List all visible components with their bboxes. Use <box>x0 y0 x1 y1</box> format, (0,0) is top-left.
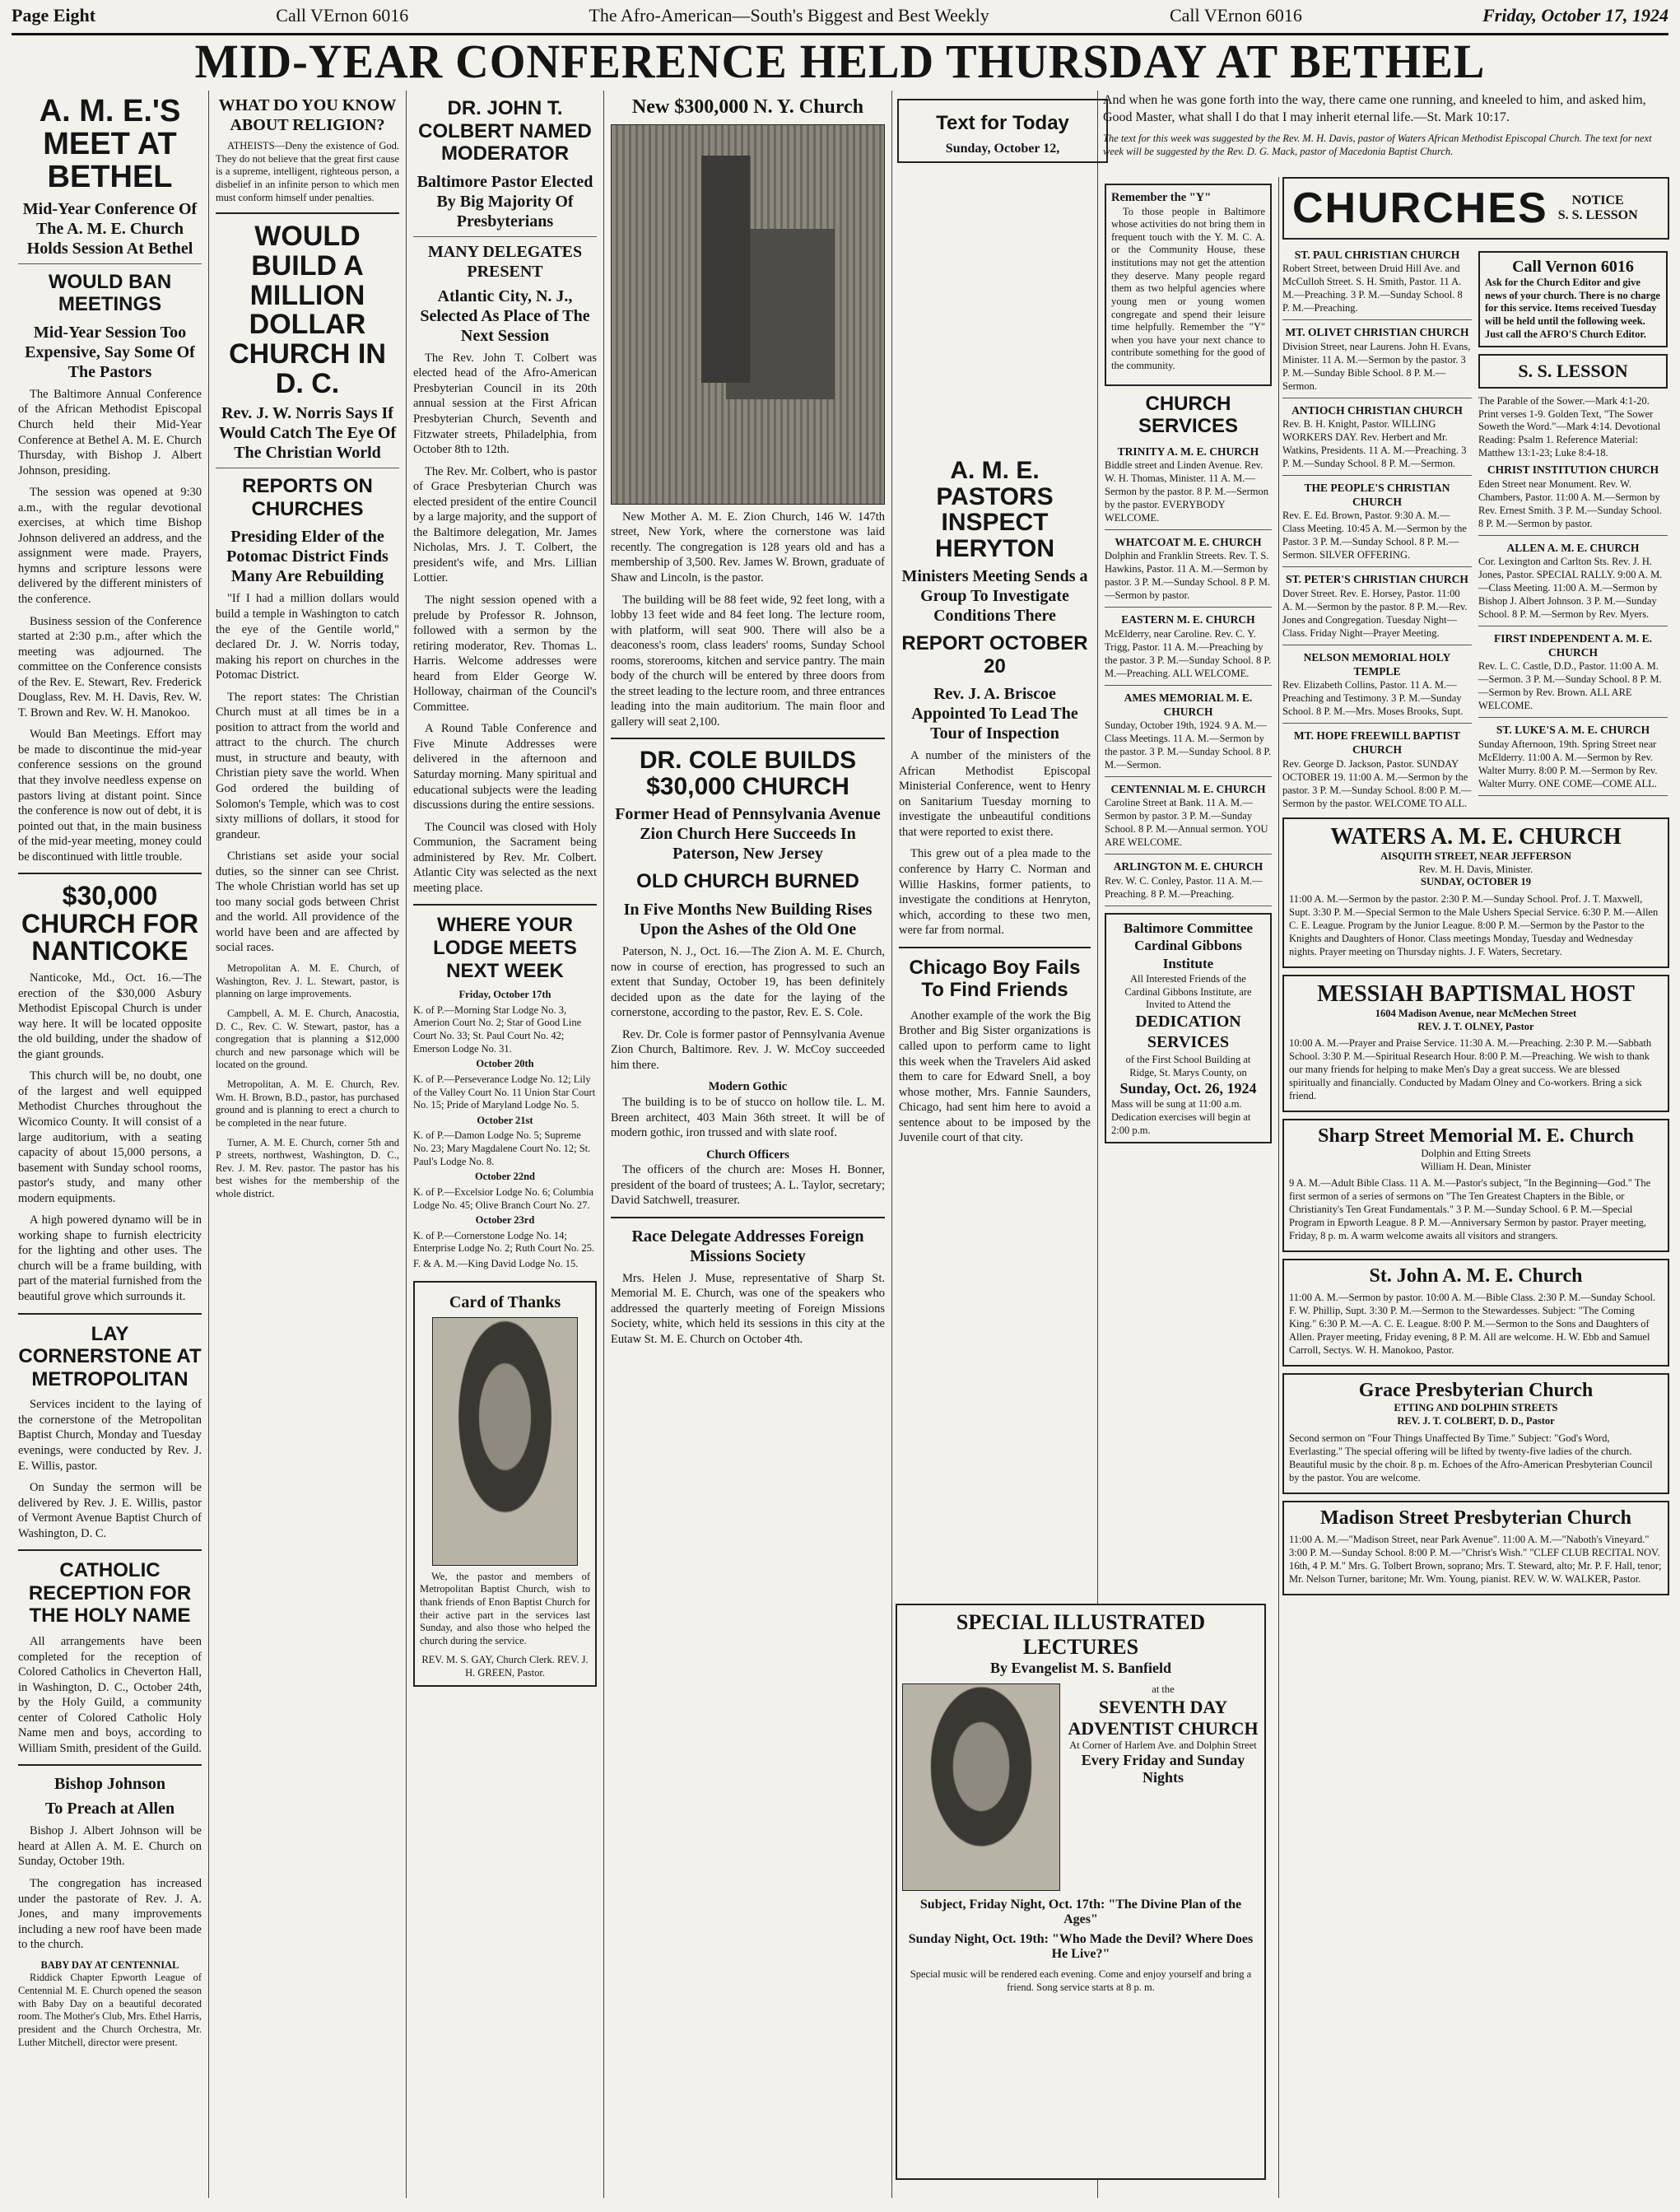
phone-left: Call VErnon 6016 <box>276 5 409 26</box>
article-paragraph: The Baltimore Annual Conference of the African Methodist Episcopal Church held their Mid-Year Conference at Bethel A. M. E. Church Thursday, with Bishop J. Albert Johnson, presiding. <box>18 387 202 477</box>
church-listing <box>1282 572 1472 639</box>
article-paragraph: Paterson, N. J., Oct. 16.—The Zion A. M. E. Church, now in course of erection, has progressed to such an extent that Sunday, October 19, has been definitely decided upon as the date for the laying of the cornerstone, according to the pastor, Rev. E. S. Cole. <box>611 945 885 1020</box>
messiah-sub: 1604 Madison Avenue, near McMechen Street <box>1375 1007 1577 1019</box>
article-paragraph: The night session opened with a prelude by Professor R. Johnson, followed with a sermon by the retiring moderator, Rev. Thomas L. Harris. Welcome addresses were heard from Elder George W. Holloway, chairman of the Council's Committee. <box>413 593 597 714</box>
lectures-at: at the <box>1152 1683 1175 1695</box>
church-listing <box>1105 859 1272 900</box>
church-listing <box>1478 723 1668 789</box>
ny-church-headline: New $300,000 N. Y. Church <box>631 96 864 118</box>
ame-deck: Mid-Year Conference Of The A. M. E. Church Holds Session At Bethel <box>22 199 198 258</box>
madison-box <box>1282 1501 1669 1595</box>
waters-date: SUNDAY, OCTOBER 19 <box>1421 876 1531 888</box>
lodge-line: K. of P.—Excelsior Lodge No. 6; Columbia Lodge No. 45; Olive Branch Court No. 27. <box>413 1185 594 1211</box>
column-1 <box>12 91 209 2198</box>
lectures-location: At Corner of Harlem Ave. and Dolphin Street <box>1069 1739 1257 1751</box>
waters-box <box>1282 817 1669 968</box>
lodge-line: K. of P.—Morning Star Lodge No. 3, Amerion Court No. 2; Star of Good Line Court No. 33; St. Paul Court No. 42; Emerson Lodge No. 31. <box>413 1004 582 1055</box>
waters-body: 11:00 A. M.—Sermon by the pastor. 2:30 P. M.—Sunday School. Prof. J. T. Maxwell, Supt. 3:30 P. M.—Special Sermon to the Male Ushers Special Service. 6:30 P. M.—Allen C. E. League. Program by the Junior League. 8:00 P. M.—Sermon by the Pastor to the Knights and Daughters of Honor. Class meetings Monday, Tuesday and Wednesday nights. Prayer meeting on Thursday nights. J. F. Waters, Secretary. <box>1289 892 1659 957</box>
church-listing-title: WHATCOAT M. E. CHURCH <box>1115 536 1262 549</box>
lectures-by: By Evangelist M. S. Banfield <box>989 1660 1172 1676</box>
church-listing <box>1105 612 1272 679</box>
sharp-body: 9 A. M.—Adult Bible Class. 11 A. M.—Pastor's subject, "In the Beginning—God." The first sermon of a series of sermons on "The Ten Greatest Chapters in the Bible, or Christianity's Ten Great Fundamentals." 3 P. M.—Sunday School. 6 P. M.—Special Program in Epworth League. 8 P. M.—Anniversary Sermon by pastor. Prayer meeting, Friday, 8 p. m. A warm welcome awaits all visitors and strangers. <box>1289 1177 1651 1242</box>
church-listing-title: ARLINGTON M. E. CHURCH <box>1113 860 1263 873</box>
reports-headline: REPORTS ON CHURCHES <box>242 475 373 520</box>
church-listing-title: CHRIST INSTITUTION CHURCH <box>1487 463 1659 477</box>
churches-notice: NOTICE <box>1571 193 1624 207</box>
burned-headline: OLD CHURCH BURNED <box>636 870 859 893</box>
church-listing-title: FIRST INDEPENDENT A. M. E. CHURCH <box>1494 631 1652 659</box>
lectures-subject-1: Subject, Friday Night, Oct. 17th: "The Divine Plan of the Ages" <box>919 1898 1242 1926</box>
gibbons-l3: All Interested Friends of the Cardinal Gibbons Institute, are Invited to Attend the <box>1124 972 1252 1011</box>
waters-sub: AISQUITH STREET, NEAR JEFFERSON <box>1380 850 1571 862</box>
church-listing-title: ST. PETER'S CHRISTIAN CHURCH <box>1286 573 1468 586</box>
church-listing-body: Sunday, October 19th, 1924. 9 A. M.—Class Meetings. 11 A. M.—Sermon by the pastor. 3 P. M.—Sunday School. 8 P. M.—Sermon. <box>1105 719 1272 771</box>
lodge-line: K. of P.—Perseverance Lodge No. 12; Lily of the Valley Court No. 11 Union Star Court No. 15; Pride of Maryland Lodge No. 5. <box>413 1073 596 1111</box>
church-listing <box>1478 541 1668 621</box>
text-for-today-box <box>897 99 1108 163</box>
thanks-headline: Card of Thanks <box>449 1292 561 1311</box>
lodge-headline: WHERE YOUR LODGE MEETS NEXT WEEK <box>433 914 577 982</box>
thanks-signature: REV. M. S. GAY, Church Clerk. REV. J. H. GREEN, Pastor. <box>421 1654 589 1679</box>
grace-minister: REV. J. T. COLBERT, D. D., Pastor <box>1397 1415 1555 1427</box>
lectures-note: Special music will be rendered each evening. Come and enjoy yourself and bring a friend. Song service starts at 8 p. m. <box>910 1968 1252 1993</box>
call-box-body: Ask for the Church Editor and give news of your church. There is no charge for this service. Items received Tuesday will be held until the following week. Just call the AFRO'S Church Editor. <box>1485 277 1660 340</box>
church-listing-body: Dover Street. Rev. E. Horsey, Pastor. 11:00 A. M.—Sermon by the pastor. 8 P. M.—Rev. Jones and Congregation. Tuesday Night—Class. Friday Night—Prayer Meeting. <box>1282 587 1468 639</box>
lectures-nights: Every Friday and Sunday Nights <box>1081 1752 1245 1786</box>
pastors-headline: A. M. E. PASTORS INSPECT HERYTON <box>934 457 1055 562</box>
lodge-line: October 21st <box>477 1114 533 1126</box>
church-listing <box>1282 403 1472 470</box>
church-listing-body: Rev. W. C. Conley, Pastor. 11 A. M.—Preaching. 8 P. M.—Preaching. <box>1105 874 1263 900</box>
gibbons-l4: DEDICATION SERVICES <box>1135 1012 1241 1052</box>
article-paragraph: The Council was closed with Holy Communion, the Sacrament being administered by Rev. Mr. Colbert. Atlantic City was selected as the next meeting place. <box>413 820 597 895</box>
report-headline: REPORT OCTOBER 20 <box>901 632 1088 678</box>
article-paragraph: The report states: The Christian Church must at all times be in a position to attract from the world and attract to the church. The church must, in structure and beauty, with Christian piety save the world. When God ordered the building of Solomon's Temple, which was to cost sixty millions of dollars, it stood for grandeur. <box>216 690 399 841</box>
church-listing <box>1105 691 1272 772</box>
article-paragraph: A Round Table Conference and Five Minute Addresses were delivered in the afternoon and Saturday morning. Many spiritual and educational subjects were the leading discussions during the entire sessions. <box>413 722 597 813</box>
article-paragraph: This grew out of a plea made to the conference by Harry C. Norman and Willie Haskins, former patients, to investigate the conditions at Henryton, which, according to these two men, were far from normal. <box>899 847 1091 938</box>
ame-headline: A. M. E.'S MEET AT BETHEL <box>39 94 181 194</box>
million-headline: WOULD BUILD A MILLION DOLLAR CHURCH IN D. C. <box>229 221 386 399</box>
church-listing-title: THE PEOPLE'S CHRISTIAN CHURCH <box>1304 481 1450 509</box>
churches-title: CHURCHES <box>1292 184 1548 232</box>
masthead <box>12 5 1668 35</box>
sharp-box <box>1282 1119 1669 1252</box>
church-listing-body: Rev. E. Ed. Brown, Pastor. 9:30 A. M.—Class Meeting. 10:45 A. M.—Sermon by the Pastor. 3 P. M.—Sunday School. 8 P. M.—Sermon. SILVER OFFERING. <box>1282 510 1467 561</box>
lectures-church: SEVENTH DAY ADVENTIST CHURCH <box>1068 1696 1259 1739</box>
article-paragraph: The officers of the church are: Moses H. Bonner, president of the board of trustees; A. L. Taylor, secretary; David Satchwell, treasurer. <box>611 1163 885 1208</box>
church-services-title: CHURCH SERVICES <box>1138 392 1238 438</box>
church-listing-body: Robert Street, between Druid Hill Ave. and McCulloh Street. S. H. Smith, Pastor. 11 A. M.—Preaching. 3 P. M.—Sunday School. 8 P. M.—Preaching. <box>1282 263 1463 314</box>
article-paragraph: The congregation has increased under the pastorate of Rev. J. A. Jones, and many improvements including a new roof have been made to the church. <box>18 1877 202 1952</box>
lodge-line: Friday, October 17th <box>458 989 551 1001</box>
gibbons-l5: of the First School Building at Ridge, St. Marys County, on <box>1125 1054 1251 1078</box>
text-today-title: Text for Today <box>936 112 1069 134</box>
reports-deck: Presiding Elder of the Potomac District Finds Many Are Rebuilding <box>226 528 389 586</box>
grace-box <box>1282 1373 1669 1493</box>
church-listing-title: CENTENNIAL M. E. CHURCH <box>1110 783 1266 796</box>
article-paragraph: Riddick Chapter Epworth League of Centennial M. E. Church opened the season with Baby Day on a beautiful decorated room. The Mother's Club, Mrs. Ethel Harris, president and the Church Orchestra, Mr. Luther Mitchell, director were present. <box>18 1972 202 2048</box>
gibbons-box <box>1105 913 1272 1143</box>
lodge-line: K. of P.—Cornerstone Lodge No. 14; Enterprise Lodge No. 2; Ruth Court No. 25. <box>413 1229 595 1255</box>
page-number: Page Eight <box>12 5 96 26</box>
ss-lesson-box <box>1478 354 1668 389</box>
madison-title: Madison Street Presbyterian Church <box>1320 1506 1631 1529</box>
article-paragraph: The session was opened at 9:30 a.m., with the regular devotional exercises, at which time Bishop Johnson delivered an address, and the assignment were made. Prayers, hymns and scripture lessons were delivered by the different ministers of the conference. <box>18 486 202 606</box>
church-listing-title: ST. LUKE'S A. M. E. CHURCH <box>1496 724 1650 737</box>
churches-lesson: S. S. LESSON <box>1557 208 1638 222</box>
church-listing-title: MT. HOPE FREEWILL BAPTIST CHURCH <box>1293 729 1461 757</box>
phone-right: Call VErnon 6016 <box>1169 5 1302 26</box>
issue-date: Friday, October 17, 1924 <box>1482 5 1668 26</box>
article-paragraph: "If I had a million dollars would build a temple in Washington to catch the eye of the Gentile world," declared Dr. J. W. Norris today, making his report on churches in the Potomac District. <box>216 592 399 682</box>
grace-sub: ETTING AND DOLPHIN STREETS <box>1394 1402 1558 1414</box>
article-paragraph: Services incident to the laying of the cornerstone of the Metropolitan Baptist Church, Monday and Tuesday evenings, were conducted by Rev. J. E. Willis, pastor. <box>18 1398 202 1473</box>
religion-headline: WHAT DO YOU KNOW ABOUT RELIGION? <box>218 96 397 134</box>
church-listing <box>1478 631 1668 713</box>
delegates-headline: MANY DELEGATES PRESENT <box>427 242 583 281</box>
lodge-line: October 23rd <box>475 1214 535 1227</box>
column-3 <box>407 91 604 2198</box>
sharp-title: Sharp Street Memorial M. E. Church <box>1318 1125 1634 1148</box>
church-list-right <box>1478 244 1668 813</box>
ymca-title: Remember the "Y" <box>1111 191 1212 204</box>
church-listing-title: AMES MEMORIAL M. E. CHURCH <box>1124 691 1253 718</box>
ymca-box <box>1105 184 1272 386</box>
evangelist-photo <box>902 1683 1060 1891</box>
paper-title: The Afro-American—South's Biggest and Best Weekly <box>589 5 989 26</box>
thanks-text: We, the pastor and members of Metropolitan Baptist Church, wish to thank friends of Enon Baptist Church for their active part in the services last Sunday, and also those who helped the church during the service. <box>420 1570 590 1646</box>
stjohn-body: 11:00 A. M.—Sermon by pastor. 10:00 A. M.—Bible Class. 2:30 P. M.—Sunday School. F. W. Phillip, Supt. 3:30 P. M.—Sermon to the Stewardesses. Subject: "The Coming King." 6:30 P. M.—A. C. E. League. 8:00 P. M.—Sermon to the Sons and Daughters of Allen. Prayer meeting, Friday evening, 8 P. M. All are welcome. H. W. Ebb and Samuel Carroll, Sectys. W. H. Manokoo, Pastor. <box>1289 1292 1656 1357</box>
church-list-col8 <box>1478 463 1668 795</box>
lodge-line: K. of P.—Damon Lodge No. 5; Supreme No. 23; Mary Magdalene Court No. 12; St. Paul's Lodge No. 8. <box>413 1129 591 1167</box>
card-of-thanks <box>413 1281 597 1687</box>
church-photo <box>611 124 885 505</box>
colbert-deck: Baltimore Pastor Elected By Big Majority Of Presbyterians <box>417 172 593 231</box>
ban-headline: WOULD BAN MEETINGS <box>48 270 172 316</box>
waters-minister: Rev. M. H. Davis, Minister. <box>1418 863 1533 875</box>
church-listing <box>1105 782 1272 849</box>
ban-deck: Mid-Year Session Too Expensive, Say Some Of The Pastors <box>25 323 195 381</box>
bishop-deck: To Preach at Allen <box>44 1800 175 1818</box>
grace-body: Second sermon on "Four Things Unaffected By Time." Subject: "God's Word, Everlasting." The special offering will be lifted by twenty-five ladies of the church. Beautiful music by the choir. 8 p. m. Echoes of the Afro-American Presbyterian Council by the pastor. You are welcome. <box>1289 1432 1653 1483</box>
church-listing-body: Cor. Lexington and Carlton Sts. Rev. J. H. Jones, Pastor. SPECIAL RALLY. 9:00 A. M.—Class Meeting. 11:00 A. M.—Sermon by Bishop J. Albert Johnson. 3 P. M.—Sunday School. 8 P. M.—Sermon by Rev. Myers. <box>1478 555 1663 620</box>
article-paragraph: Would Ban Meetings. Effort may be made to discontinue the mid-year conference sessions on the ground that they involve needless expense on pastors living at distant point. Since the conference is now out of debt, it is pointed out that, in the main business of the mid-year meeting, money could be discontinued with little trouble. <box>18 728 202 864</box>
article-paragraph: Bishop J. Albert Johnson will be heard at Allen A. M. E. Church on Sunday, October 19th. <box>18 1824 202 1869</box>
million-deck: Rev. J. W. Norris Says If Would Catch The Eye Of The Christian World <box>218 404 397 463</box>
catholic-headline: CATHOLIC RECEPTION FOR THE HOLY NAME <box>28 1559 192 1628</box>
modern-subhead: Modern Gothic <box>708 1080 788 1094</box>
church-listing-body: Eden Street near Monument. Rev. W. Chambers, Pastor. 11:00 A. M.—Sermon by Rev. Ernest Smith. 3 P. M.—Sunday School. 8 P. M.—Sermon by pastor. <box>1478 477 1663 529</box>
church-listing <box>1105 445 1272 524</box>
quote-text: And when he was gone forth into the way, there came one running, and kneeled to him, and asked him, Good Master, what shall I do that I may inherit eternal life.—St. Mark 10:17. <box>1103 93 1646 124</box>
church-listing-body: Sunday Afternoon, 19th. Spring Street near McElderry. 11:00 A. M.—Sermon by Rev. Walter Murry. 8:00 P. M.—Sermon by Rev. Walter Murry. ONE COME—COME ALL. <box>1478 738 1658 789</box>
article-paragraph: New Mother A. M. E. Zion Church, 146 W. 147th street, New York, where the cornerstone was laid recently. The congregation is 128 years old and has a membership of 3,500. Rev. James W. Brown, graduate of Shaw and Lincoln, is the pastor. <box>611 510 885 584</box>
article-paragraph: On Sunday the sermon will be delivered by Rev. J. E. Willis, pastor of Vermont Avenue Baptist Church of Washington, D. C. <box>18 1481 202 1540</box>
article-paragraph: Rev. Dr. Cole is former pastor of Pennsylvania Avenue Zion Church, Baltimore. Rev. J. W. McCoy succeeded him there. <box>611 1027 885 1072</box>
portrait-photo <box>432 1317 579 1566</box>
gibbons-l7: Mass will be sung at 11:00 a.m. Dedication exercises will begin at 2:00 p.m. <box>1111 1098 1251 1136</box>
baby-headline: BABY DAY AT CENTENNIAL <box>40 1958 179 1971</box>
church-listing-body: Dolphin and Franklin Streets. Rev. T. S. Hawkins, Pastor. 11 A. M.—Sermon by pastor. 3 P. M.—Sunday School. 8 P. M.—Sermon by pastor. <box>1105 550 1271 602</box>
page-headline: MID-YEAR CONFERENCE HELD THURSDAY AT BETHEL <box>194 35 1486 88</box>
article-paragraph: This church will be, no doubt, one of the largest and well equipped Methodist Churches throughout the Wicomico County. It will consist of a large auditorium, with a seating capacity of about 15,000 persons, a basement with Sunday school rooms, pastor's study, and many other modern equipments. <box>18 1069 202 1205</box>
church-listing-title: ST. PAUL CHRISTIAN CHURCH <box>1294 249 1460 261</box>
bishop-headline: Bishop Johnson <box>54 1775 166 1794</box>
burned-deck: In Five Months New Building Rises Upon the Ashes of the Old One <box>623 901 873 939</box>
call-box <box>1478 251 1668 347</box>
church-listing <box>1282 325 1472 392</box>
church-listing-body: Rev. L. C. Castle, D.D., Pastor. 11:00 A. M.—Sermon. 3 P. M.—Sunday School. 8 P. M.—Sermon by Rev. Brown. ALL ARE WELCOME. <box>1478 660 1662 712</box>
stjohn-box <box>1282 1259 1669 1367</box>
pastors-deck: Ministers Meeting Sends a Group To Investigate Conditions There <box>901 567 1088 625</box>
church-listing <box>1282 248 1472 314</box>
grace-title: Grace Presbyterian Church <box>1358 1380 1594 1402</box>
gibbons-l2: Cardinal Gibbons Institute <box>1134 938 1242 972</box>
church-listing-title: ALLEN A. M. E. CHURCH <box>1506 541 1640 554</box>
services-list <box>1105 445 1272 906</box>
church-list-left <box>1282 244 1472 813</box>
article-paragraph: All arrangements have been completed for the reception of Colored Catholics in Cheverton Hall, in Washington, D. C., October 24th, by the Holy Guild, a community center of Colored Catholic Holy Name men and boys, according to William Smith, president of the Guild. <box>18 1635 202 1755</box>
churches-section <box>1282 177 1669 2198</box>
text-today-date: Sunday, October 12, <box>945 141 1060 156</box>
gibbons-l1: Baltimore Committee <box>1124 920 1253 936</box>
cole-headline: DR. COLE BUILDS $30,000 CHURCH <box>639 747 857 800</box>
stjohn-title: St. John A. M. E. Church <box>1369 1265 1583 1288</box>
waters-title: WATERS A. M. E. CHURCH <box>1330 824 1622 850</box>
church-listing-title: EASTERN M. E. CHURCH <box>1121 613 1255 626</box>
article-paragraph: ATHEISTS—Deny the existence of God. They do not believe that the great first cause is a supreme, intelligent, righteous person, a disbelief in an infinite person to which men must conform himself under penalties. <box>216 140 399 203</box>
churches-header <box>1282 177 1669 240</box>
article-paragraph: Business session of the Conference started at 2:30 p.m., after which the meeting was adjourned. The committee on the Conference consists of the Rev. E. Stewart, Rev. Frederick Douglass, Rev. M. H. Davis, Rev. W. T. Brown and Rev. W. H. Manokoo. <box>18 614 202 719</box>
article-paragraph: A number of the ministers of the African Methodist Episcopal Ministerial Conference, went to Henry on Sanitarium Tuesday morning to investigate the unbeautiful conditions that were reported to exist there. <box>899 749 1091 839</box>
report-deck: Rev. J. A. Briscoe Appointed To Lead The Tour of Inspection <box>911 685 1078 743</box>
call-box-title: Call Vernon 6016 <box>1512 258 1634 276</box>
sharp-sub: Dolphin and Etting Streets <box>1421 1148 1531 1160</box>
church-listing <box>1282 729 1472 810</box>
article-paragraph: A high powered dynamo will be in working shape to furnish electricity for the lighting and other uses. The church will be a frame building, with part of the material furnished from the beautiful grove which surrounds it. <box>18 1213 202 1303</box>
scripture-quote <box>1103 92 1663 158</box>
article-paragraph: Metropolitan, A. M. E. Church, Rev. Wm. H. Brown, B.D., pastor, has purchased ground and is planning to erect a church to be completed in the near future. <box>216 1078 399 1129</box>
ss-lesson-title: S. S. LESSON <box>1518 361 1628 382</box>
lectures-box <box>896 1604 1266 2180</box>
church-listing <box>1282 650 1472 719</box>
church-listing-body: Rev. Elizabeth Collins, Pastor. 11 A. M.—Preaching and Testimony. 3 P. M.—Sunday School. 8 P. M.—Mrs. Moses Brooks, Supt. <box>1282 679 1464 718</box>
cole-deck: Former Head of Pennsylvania Avenue Zion Church Here Succeeds In Paterson, New Jersey <box>615 805 881 864</box>
quote-note: The text for this week was suggested by the Rev. M. H. Davis, pastor of Waters African Methodist Episcopal Church. The text for next week will be suggested by the Rev. D. G. Mack, pastor of Macedonia Baptist Church. <box>1103 132 1652 157</box>
article-paragraph: The Rev. Mr. Colbert, who is pastor of Grace Presbyterian Church was elected president of the entire Council by a large majority, and the support of the Baltimore delegation, Mr. James Nicholas, Mrs. J. T. Colbert, the president's wife, and Mrs. Lillian Lottier. <box>413 464 597 585</box>
article-paragraph: Another example of the work the Big Brother and Big Sister organizations is called upon to perform came to light this week when the Travelers Aid asked them to care for Edward Snell, a boy whose mother, Mrs. Fannie Saunders, Chicago, had sent him here to avoid a sentence about to be imposed by the Juvenile court of that city. <box>899 1008 1091 1145</box>
article-paragraph: The Rev. John T. Colbert was elected head of the Afro-American Presbyterian Council in its 20th annual session at the First African Presbyterian Church, Seventh and Fitzwater streets, Philadelphia, from October 8th to 12th. <box>413 351 597 457</box>
lodge-list <box>413 989 597 1271</box>
messiah-body: 10:00 A. M.—Prayer and Praise Service. 11:30 A. M.—Preaching. 2:30 P. M.—Sabbath School. 3:30 P. M.—Spiritual Research Hour. 8:00 P. M.—Preaching. We wish to thank our many friends for helping to make Men's Day a great success. We are blessed spiritually and financially. Conducted by Madam Olney and Co-workers. Bring a sick friend. <box>1289 1037 1652 1102</box>
church-listing-body: Biddle street and Linden Avenue. Rev. W. H. Thomas, Minister. 11 A. M.—Sermon by the pastor. 8 P. M.—Sermon by the pastor. EVERYBODY WELCOME. <box>1105 459 1268 524</box>
church-listing-body: Caroline Street at Bank. 11 A. M.—Sermon by pastor. 3 P. M.—Sunday School. 8 P. M.—Annual sermon. YOU ARE WELCOME. <box>1105 797 1268 849</box>
officers-subhead: Church Officers <box>706 1148 789 1162</box>
article-paragraph: The building will be 88 feet wide, 92 feet long, with a lobby 13 feet wide and 84 feet long. The lecture room, with platform, will seat 900. There will also be a deaconess's room, class leaders' rooms, Sunday School rooms, storerooms, kitchen and service pantry. The main body of the church will be entered by three doors from the street leading to the lecture room, and three entrances leading into the main auditorium. The main floor and gallery will seat 2,100. <box>611 593 885 729</box>
lodge-line: October 20th <box>476 1058 534 1070</box>
church-listing-title: MT. OLIVET CHRISTIAN CHURCH <box>1285 326 1469 339</box>
church-listing-body: McElderry, near Caroline. Rev. C. Y. Trigg, Pastor. 11 A. M.—Preaching by the pastor. 3 P. M.—Sunday School. 8 P. M.—Preaching. ALL WELCOME. <box>1105 627 1272 679</box>
ss-lesson-body: The Parable of the Sower.—Mark 4:1-20. Print verses 1-9. Golden Text, "The Sower Soweth the Word."—Mark 4:14. Devotional Reading: Psalm 1. Reference Material: Matthew 13:1-23; Luke 8:4-18. <box>1478 395 1661 459</box>
messiah-title: MESSIAH BAPTISMAL HOST <box>1317 980 1635 1007</box>
article-paragraph: Mrs. Helen J. Muse, representative of Sharp St. Memorial M. E. Church, was one of the speakers who addressed the quarterly meeting of Foreign Missions Society, white, which held its sessions in this city at the Eutaw St. M. E. Church on October 4th. <box>611 1271 885 1346</box>
column-2 <box>209 91 407 2198</box>
church-listing-body: Division Street, near Laurens. John H. Evans, Minister. 11 A. M.—Sermon by the pastor. 3 P. M.—Sunday Bible School. 8 P. M.—Sermon. <box>1282 340 1471 392</box>
church-listing <box>1282 481 1472 562</box>
lodge-line: F. & A. M.—King David Lodge No. 15. <box>413 1258 579 1270</box>
cornerstone-headline: LAY CORNERSTONE AT METROPOLITAN <box>18 1322 202 1390</box>
sharp-minister: William H. Dean, Minister <box>1421 1160 1531 1172</box>
article-paragraph: Campbell, A. M. E. Church, Anacostia, D. C., Rev. C. W. Stewart, pastor, has a congregation that is planning a $12,000 church and new parsonage which will be located on the ground. <box>216 1007 399 1071</box>
gibbons-l6: Sunday, Oct. 26, 1924 <box>1119 1080 1257 1097</box>
nanticoke-headline: $30,000 CHURCH FOR NANTICOKE <box>21 881 199 966</box>
article-paragraph: Metropolitan A. M. E. Church, of Washington, Rev. J. L. Stewart, pastor, is planning on large improvements. <box>216 962 399 1000</box>
messiah-box <box>1282 975 1669 1112</box>
article-paragraph: Turner, A. M. E. Church, corner 5th and P streets, northwest, Washington, D. C., Rev. J. M. Rev. pastor. The pastor has his best wishes for the membership of the whole district. <box>216 1136 399 1200</box>
messiah-minister: REV. J. T. OLNEY, Pastor <box>1417 1020 1534 1032</box>
lectures-title: SPECIAL ILLUSTRATED LECTURES <box>956 1610 1206 1659</box>
race-delegate-headline: Race Delegate Addresses Foreign Missions Society <box>631 1227 864 1265</box>
ymca-body: To those people in Baltimore whose activities do not bring them in frequent touch with the Y. M. C. A. or the Community House, these institutions may not get the attention they deserve. Many people regard them as two helpful agencies where young men or young women congregate and spend their leisure time helpfully. Remember the "Y" when you have your next chance to contribute something for the good of the community. <box>1111 205 1265 372</box>
lodge-line: October 22nd <box>474 1171 536 1183</box>
church-listing <box>1105 535 1272 602</box>
church-listing-title: ANTIOCH CHRISTIAN CHURCH <box>1291 403 1463 417</box>
lectures-subject-2: Sunday Night, Oct. 19th: "Who Made the Devil? Where Does He Live?" <box>908 1932 1254 1961</box>
church-listing <box>1478 463 1668 529</box>
madison-body: 11:00 A. M.—"Madison Street, near Park Avenue". 11:00 A. M.—"Naboth's Vineyard." 3:00 P. M.—Sunday School. 8:00 P. M.—"Christ's Wish." "CLEF CLUB RECITAL NOV. 16th, 4 P. M." Mrs. G. Tolbert Brown, soprano; Mrs. T. Steward, alto; Mr. P. F. Hall, tenor; Mr. Nelson Turner, baritone; Mr. Wm. Young, pianist. REV. W. W. WALKER, Pastor. <box>1289 1533 1662 1585</box>
chicago-headline: Chicago Boy Fails To Find Friends <box>909 956 1081 1002</box>
article-paragraph: The building is to be of stucco on hollow tile. L. M. Breen architect, 403 Main 36th street. It will be of modern gothic, iron trussed and with slate roof. <box>611 1095 885 1140</box>
church-listing-title: TRINITY A. M. E. CHURCH <box>1117 445 1259 458</box>
church-listing-body: Rev. George D. Jackson, Pastor. SUNDAY OCTOBER 19. 11:00 A. M.—Sermon by the pastor. 3 P. M.—Sunday School. 8:00 P. M.—Sermon by the pastor. WELCOME TO ALL. <box>1282 757 1472 809</box>
church-listing-body: Rev. B. H. Knight, Pastor. WILLING WORKERS DAY. Rev. Herbert and Mr. Watkins, Presidents. 11 A. M.—Preaching. 3 P. M.—Sunday School. 8 P. M.—Sermon. <box>1282 417 1467 469</box>
article-paragraph: Christians set aside your social duties, so the sinner can see Christ. The whole Christian world has set up too many social gods between Christ and the world. All providence of the world have been and are affected by social races. <box>216 850 399 955</box>
church-listing-title: NELSON MEMORIAL HOLY TEMPLE <box>1303 650 1451 678</box>
colbert-headline: DR. JOHN T. COLBERT NAMED MODERATOR <box>418 97 592 165</box>
article-paragraph: Nanticoke, Md., Oct. 16.—The erection of the $30,000 Asbury Methodist Episcopal Church is under way here. It will be located opposite the old building, under the shadow of the giant grounds. <box>18 971 202 1061</box>
delegates-deck: Atlantic City, N. J., Selected As Place of The Next Session <box>420 286 590 345</box>
column-4 <box>604 91 892 2198</box>
